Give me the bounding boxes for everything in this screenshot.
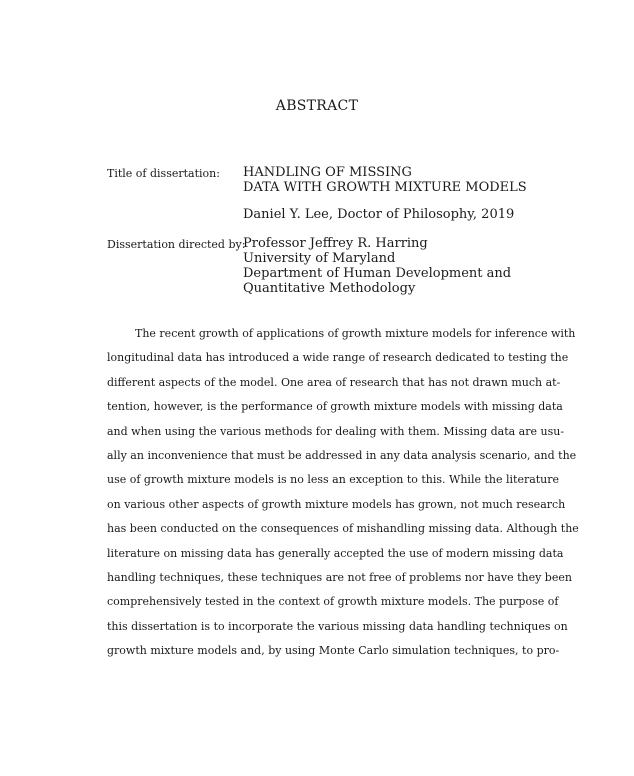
author-line: Daniel Y. Lee, Doctor of Philosophy, 2019	[243, 207, 515, 222]
abstract-heading: ABSTRACT	[275, 98, 359, 114]
abstract-line: tention, however, is the performance of growth mixture models with missing data	[107, 400, 563, 414]
dissertation-title	[243, 165, 527, 195]
abstract-line: on various other aspects of growth mixture models has grown, not much research	[107, 497, 566, 511]
abstract-body	[107, 322, 579, 663]
director-line: Quantitative Methodology	[243, 281, 416, 296]
abstract-line: this dissertation is to incorporate the various missing data handling techniques on	[107, 619, 568, 633]
abstract-line: handling techniques, these techniques are not free of problems nor have they been	[107, 570, 572, 584]
abstract-line: and when using the various methods for dealing with them. Missing data are usu-	[107, 424, 565, 438]
title-line: DATA WITH GROWTH MIXTURE MODELS	[243, 180, 527, 195]
abstract-line: growth mixture models and, by using Monte Carlo simulation techniques, to pro-	[107, 644, 560, 658]
abstract-line: has been conducted on the consequences of mishandling missing data. Although the	[107, 522, 579, 536]
abstract-line: longitudinal data has introduced a wide range of research dedicated to testing the	[107, 351, 569, 365]
director-info	[243, 236, 511, 296]
title-label: Title of dissertation:	[107, 167, 220, 180]
director-line: Department of Human Development and	[243, 266, 512, 281]
director-line: University of Maryland	[243, 251, 396, 266]
directed-by-label: Dissertation directed by:	[107, 238, 246, 251]
abstract-line: The recent growth of applications of growth mixture models for inference with	[135, 327, 576, 340]
abstract-line: comprehensively tested in the context of growth mixture models. The purpose of	[107, 595, 559, 609]
abstract-line: literature on missing data has generally accepted the use of modern missing data	[107, 546, 564, 560]
abstract-line: different aspects of the model. One area of research that has not drawn much at-	[107, 375, 561, 389]
abstract-line: use of growth mixture models is no less an exception to this. While the literature	[107, 473, 560, 487]
director-line: Professor Jeffrey R. Harring	[243, 236, 428, 251]
title-line: HANDLING OF MISSING	[243, 165, 412, 180]
abstract-line: ally an inconvenience that must be addressed in any data analysis scenario, and the	[107, 448, 577, 462]
